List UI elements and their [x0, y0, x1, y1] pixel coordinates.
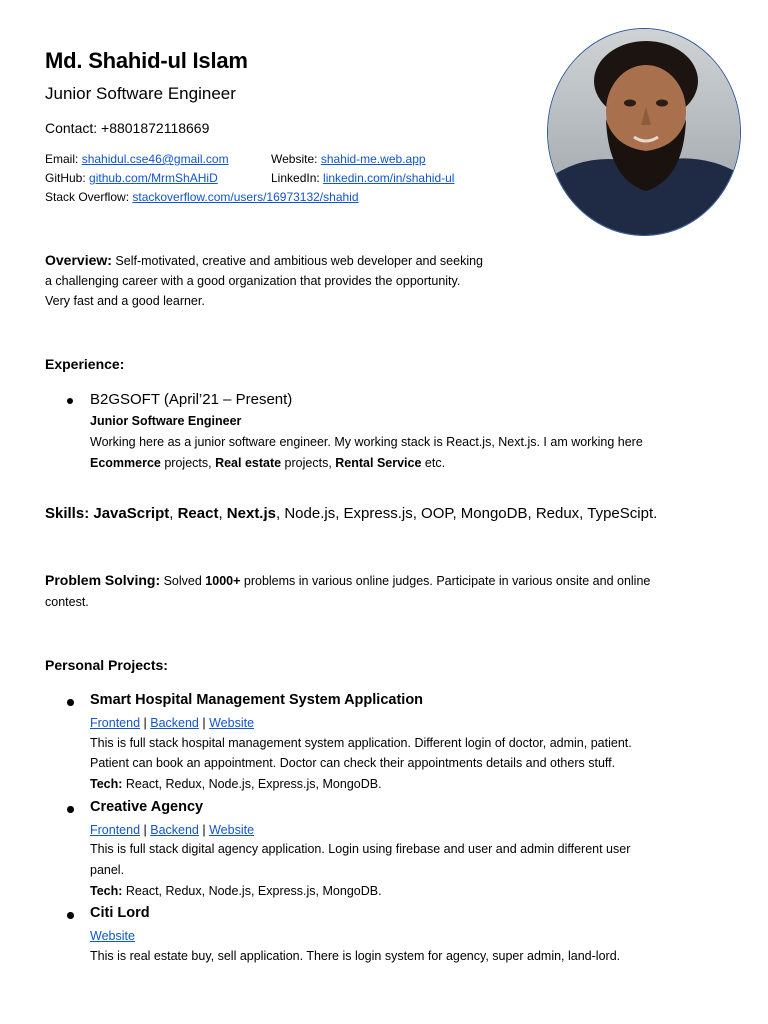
github-link[interactable]: github.com/MrmShAHiD — [89, 171, 218, 185]
project-title-citi-lord: Citi Lord — [90, 905, 150, 921]
backend-link[interactable]: Backend — [150, 716, 199, 730]
skills-heading: Skills: — [45, 505, 90, 522]
link-sep: | — [198, 716, 210, 730]
stackoverflow-row — [45, 190, 359, 204]
frontend-link[interactable]: Frontend — [90, 716, 141, 730]
skill-sep: , — [169, 505, 178, 522]
overview-line3: Very fast and a good learner. — [45, 294, 205, 308]
experience-desc-line1: Working here as a junior software engineer. My working stack is React.js, Next.js. I am working here — [90, 435, 643, 449]
profile-photo — [547, 28, 741, 236]
project-links-creative-agency — [90, 820, 254, 841]
skill-javascript: JavaScript — [93, 505, 170, 522]
project-links-hospital — [90, 713, 254, 734]
website-link[interactable]: shahid-me.web.app — [320, 152, 426, 166]
website-row — [271, 152, 426, 166]
keyword-real-estate: Real estate — [215, 456, 282, 470]
problem-solving-line2: contest. — [45, 595, 89, 609]
stackoverflow-link[interactable]: stackoverflow.com/users/16973132/shahid — [132, 190, 359, 204]
github-label: GitHub: — [45, 171, 86, 185]
project-desc-hospital-2: Patient can book an appointment. Doctor can check their appointments details and others stuff. — [90, 756, 616, 770]
github-row — [45, 171, 218, 185]
project-desc-creative-agency-2: panel. — [90, 863, 125, 877]
experience-company: B2GSOFT (April’21 – Present) — [90, 391, 293, 408]
experience-heading: Experience: — [45, 356, 125, 372]
email-link[interactable]: shahidul.cse46@gmail.com — [81, 152, 229, 166]
link-sep: | — [140, 823, 151, 837]
skill-sep: , — [218, 505, 227, 522]
experience-text: projects, — [160, 456, 216, 470]
skills-rest: , Node.js, Express.js, OOP, MongoDB, Redux, TypeScipt. — [276, 505, 658, 522]
website-link[interactable]: Website — [90, 929, 135, 943]
skills-line — [45, 505, 657, 522]
keyword-ecommerce: Ecommerce — [90, 456, 161, 470]
project-tech-creative-agency — [90, 881, 382, 902]
tech-label: Tech: — [90, 884, 123, 898]
problem-solving-heading: Problem Solving: — [45, 572, 161, 588]
project-tech-hospital — [90, 774, 382, 795]
job-title: Junior Software Engineer — [45, 84, 236, 103]
problem-solving-line1 — [45, 570, 650, 592]
stackoverflow-label: Stack Overflow: — [45, 190, 130, 204]
keyword-rental-service: Rental Service — [335, 456, 422, 470]
website-link[interactable]: Website — [209, 716, 255, 730]
bullet-icon — [67, 398, 73, 404]
project-links-citi-lord — [90, 926, 135, 947]
website-label: Website: — [271, 152, 318, 166]
overview-line2: a challenging career with a good organization that provides the opportunity. — [45, 274, 461, 288]
experience-text: projects, — [281, 456, 336, 470]
profile-photo-graphic — [548, 29, 740, 235]
experience-text: etc. — [421, 456, 446, 470]
overview-line1 — [45, 250, 483, 272]
overview-heading: Overview: — [45, 252, 112, 268]
tech-list: React, Redux, Node.js, Express.js, MongoDB. — [122, 777, 382, 791]
link-sep: | — [140, 716, 151, 730]
resume-name: Md. Shahid-ul Islam — [45, 48, 248, 73]
tech-label: Tech: — [90, 777, 123, 791]
backend-link[interactable]: Backend — [150, 823, 199, 837]
problem-solving-text: Solved — [160, 574, 206, 588]
link-sep: | — [198, 823, 210, 837]
project-title-hospital: Smart Hospital Management System Application — [90, 692, 424, 708]
project-desc-hospital-1: This is full stack hospital management system application. Different login of doctor, admin, patient. — [90, 736, 632, 750]
experience-role: Junior Software Engineer — [90, 414, 242, 428]
bullet-icon — [67, 699, 74, 706]
bullet-icon — [67, 806, 74, 813]
project-desc-creative-agency-1: This is full stack digital agency application. Login using firebase and user and admin different user — [90, 842, 631, 856]
linkedin-link[interactable]: linkedin.com/in/shahid-ul — [323, 171, 455, 185]
linkedin-row — [271, 171, 454, 185]
website-link[interactable]: Website — [209, 823, 255, 837]
email-label: Email: — [45, 152, 79, 166]
experience-desc-line2 — [90, 453, 445, 474]
problem-count: 1000+ — [205, 574, 241, 588]
project-desc-citi-lord: This is real estate buy, sell application. There is login system for agency, super admin, land-lord. — [90, 949, 621, 963]
skill-nextjs: Next.js — [226, 505, 276, 522]
linkedin-label: LinkedIn: — [271, 171, 320, 185]
email-row — [45, 152, 229, 166]
contact-phone: Contact: +8801872118669 — [45, 120, 210, 136]
frontend-link[interactable]: Frontend — [90, 823, 141, 837]
project-title-creative-agency: Creative Agency — [90, 799, 204, 815]
overview-text1: Self-motivated, creative and ambitious web developer and seeking — [115, 254, 483, 268]
bullet-icon — [67, 912, 74, 919]
problem-solving-text: problems in various online judges. Participate in various onsite and online — [240, 574, 651, 588]
projects-heading: Personal Projects: — [45, 657, 168, 673]
tech-list: React, Redux, Node.js, Express.js, MongoDB. — [122, 884, 382, 898]
skill-react: React — [177, 505, 219, 522]
